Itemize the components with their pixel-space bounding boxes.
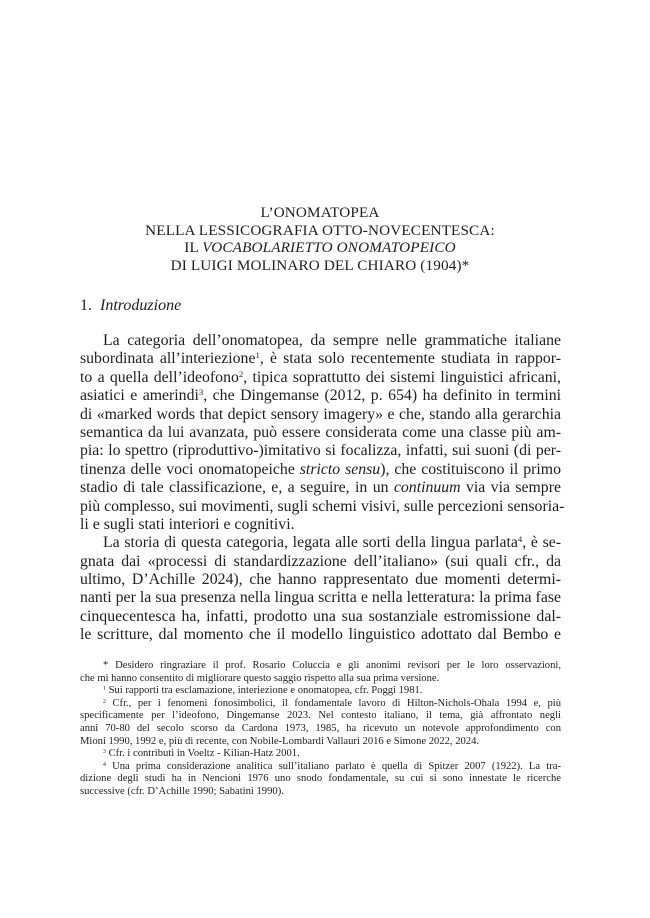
footnote-ref: 2 — [238, 369, 244, 380]
body-line: La categoria dell’onomatopea, da sempre nelle grammatiche italiane — [103, 332, 561, 349]
footnote-line — [80, 761, 561, 774]
footnote-line — [80, 698, 561, 711]
text-span: , è stata solo recentemente studiata in rappor- — [259, 350, 562, 368]
article-title — [80, 204, 560, 274]
body-line — [80, 350, 561, 368]
text-span: Cfr. i contributi in Voeltz - Kilian-Hatz 2001. — [108, 748, 300, 760]
footnote-ref: 4 — [517, 534, 523, 545]
italic-span: continuum — [393, 479, 461, 497]
title-line-1: L’ONOMATOPEA — [260, 204, 380, 221]
footnote-line: specificamente per l’ideofono, Dingemanse 2023. Nel contesto italiano, il tema, già affrontato negli — [80, 710, 561, 722]
body-text — [80, 332, 565, 645]
text-span: via via sempre — [465, 479, 561, 497]
italic-span: stricto sensu — [299, 460, 381, 478]
footnote-line: successive (cfr. D’Achille 1990; Sabatini 1990). — [80, 785, 284, 797]
body-line: di «marked words that depict sensory imagery» e che, stando alla gerarchia — [80, 405, 561, 423]
text-span: ), che costituiscono il primo — [380, 460, 561, 478]
footnote-marker: 2 — [103, 698, 106, 705]
footnote-line — [80, 748, 561, 761]
body-line: li e sugli stati interiori e cognitivi. — [80, 515, 295, 533]
section-title: Introduzione — [100, 297, 182, 314]
text-span: subordinata all’interiezione — [80, 350, 256, 368]
body-line: ultimo, D’Achille 2024), che hanno rappresentato due momenti determi- — [80, 571, 561, 589]
text-span: to a quella dell’ideofono — [80, 368, 239, 386]
footnote-ref: 1 — [255, 350, 260, 361]
footnote-marker: 4 — [103, 761, 106, 768]
footnote-line: dizione degli studi ha in Nencioni 1976 uno snodo fondamentale, su cui si sono innestate le ricerche — [80, 773, 561, 785]
text-span: , è se- — [522, 534, 561, 552]
footnote-line: * Desidero ringraziare il prof. Rosario Coluccia e gli anonimi revisori per le loro osservazioni, — [103, 660, 561, 671]
body-line — [80, 387, 561, 405]
body-line: pia: lo spettro (riproduttivo-)imitativo si focalizza, infatti, sui suoni (di per- — [80, 442, 561, 460]
footnote-ref: 3 — [198, 387, 204, 398]
text-span: Cfr., per i fenomeni fonosimbolici, il fondamentale lavoro di Hilton-Nichols-Ohala 1994 e, più — [112, 697, 561, 709]
title-line-2: NELLA LESSICOGRAFIA OTTO-NOVECENTESCA: — [145, 221, 495, 239]
footnotes — [80, 660, 561, 799]
text-span: , che Dingemanse (2012, p. 654) ha definito in termini — [203, 387, 562, 405]
body-line: semantica da lui avanzata, può essere considerata come una classe più am- — [80, 423, 561, 441]
text-span: tinenza delle voci onomatopeiche — [80, 460, 300, 478]
text-span: , tipica soprattutto dei sistemi linguistici africani, — [243, 368, 561, 386]
footnote-marker: 1 — [103, 685, 106, 692]
footnote-marker: 3 — [103, 748, 106, 755]
text-span: asiatici e amerindi — [80, 387, 199, 405]
body-line — [80, 369, 561, 387]
title-line-4: DI LUIGI MOLINARO DEL CHIARO (1904)* — [170, 256, 470, 274]
text-span: Sui rapporti tra esclamazione, interiezione e onomatopea, cfr. Poggi 1981. — [108, 685, 423, 697]
body-line — [80, 479, 561, 497]
text-span: La storia di questa categoria, legata alle sorti della lingua parlata — [103, 534, 518, 552]
body-line: le scritture, dal momento che il modello linguistico adottato dal Bembo e — [80, 626, 561, 644]
body-line: gnata dai «processi di standardizzazione dell’italiano» (sui quali cfr., da — [80, 552, 561, 570]
footnote-line: anni 70-80 del secolo scorso da Cardona 1973, 1985, ha ricevuto un notevole approfondimento con — [80, 722, 561, 734]
body-line — [80, 534, 561, 552]
footnote-line: che mi hanno consentito di migliorare questo saggio rispetto alla sua prima versione. — [80, 672, 440, 684]
body-line: più complesso, sui movimenti, sugli schemi visivi, sulle percezioni sensoria- — [80, 497, 565, 515]
title-line-3 — [80, 239, 560, 257]
footnote-line: Mioni 1990, 1992 e, più di recente, con Nobile-Lombardi Vallauri 2016 e Simone 2022, 2024. — [80, 735, 480, 747]
title-line-3-prefix: IL — [184, 239, 203, 256]
text-span: stadio di tale classificazione, e, a seguire, in un — [80, 479, 389, 497]
text-span: Una prima considerazione analitica sull’italiano parlato è quella di Spitzer 2007 (1922). La tra- — [112, 760, 561, 772]
section-number: 1. — [80, 297, 92, 314]
body-line — [80, 461, 561, 479]
body-line: cinquecentesca ha, infatti, prodotto una sua sostanziale estromissione dal- — [80, 607, 561, 625]
body-line: nanti per la sua presenza nella lingua scritta e nella letteratura: la prima fase — [80, 589, 561, 607]
title-line-3-italic: VOCABOLARIETTO ONOMATOPEICO — [202, 239, 456, 256]
section-heading — [80, 296, 181, 316]
footnote-line — [80, 685, 561, 698]
